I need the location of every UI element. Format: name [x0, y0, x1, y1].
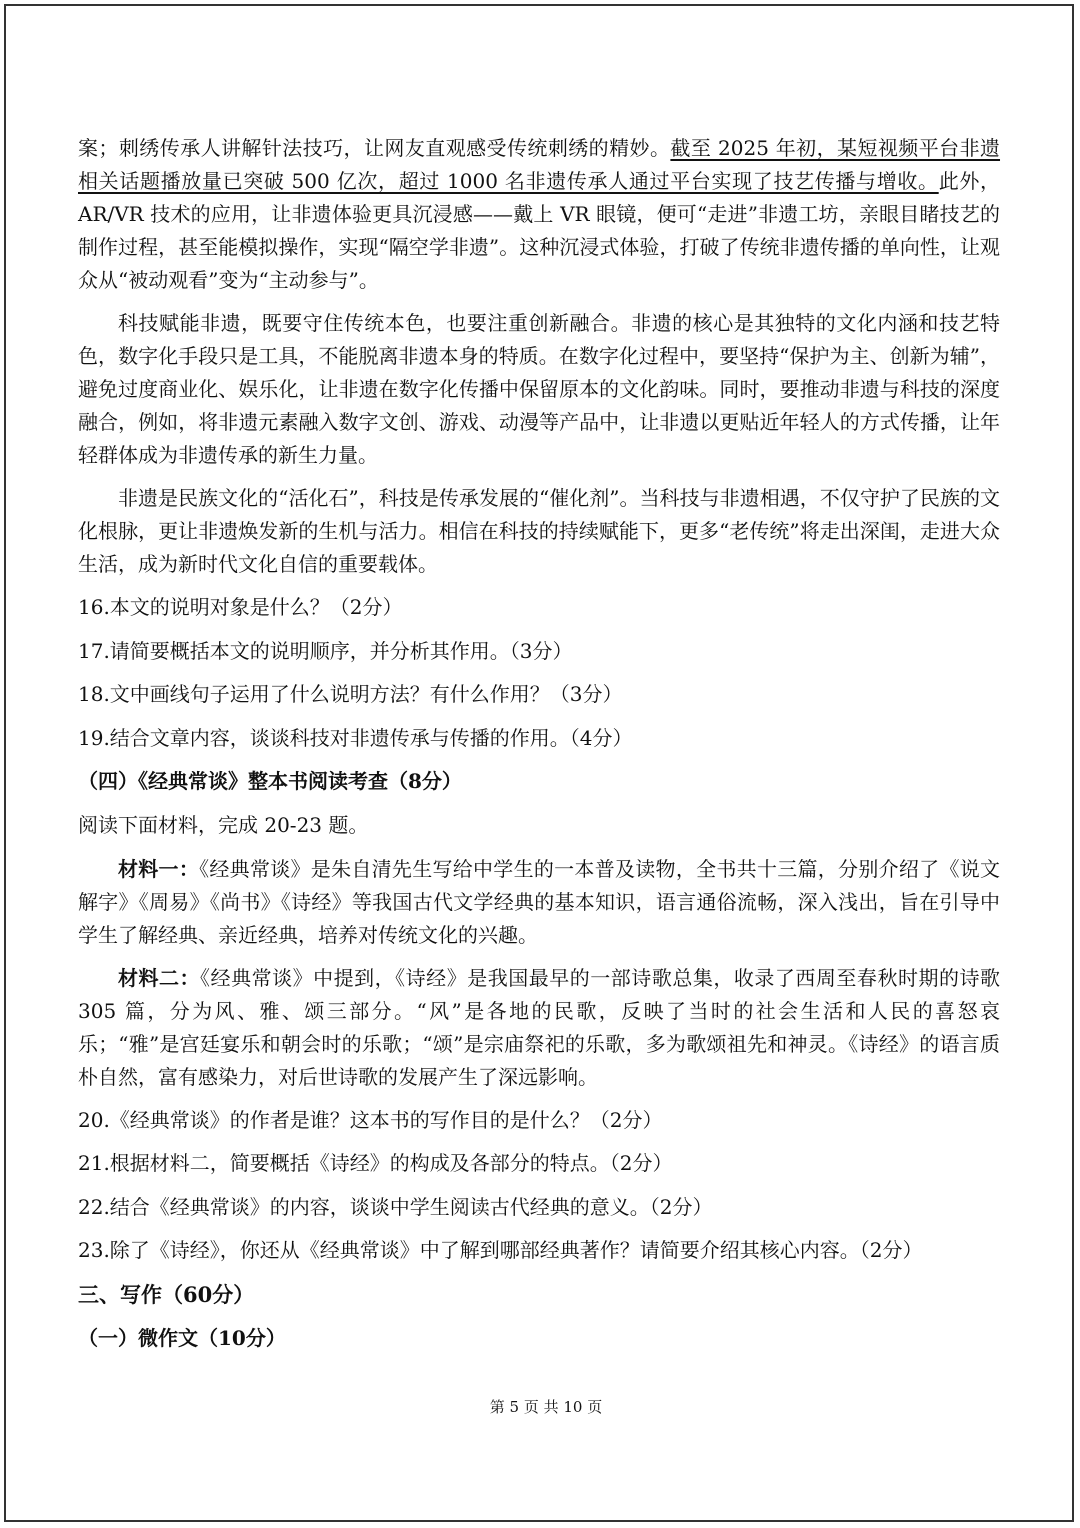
writing-heading: 三、写作（60分） [78, 1281, 255, 1307]
question-21: 21.根据材料二，简要概括《诗经》的构成及各部分的特点。（2分） [78, 1151, 673, 1176]
section-4-heading: （四）《经典常谈》整本书阅读考查（8分） [78, 769, 462, 794]
underlined-sentence: 截至 2025 年初，某短视频平台非遗相关话题播放量已突破 500 亿次，超过 1000 名非遗传承人通过平台实现了技艺传播与增收。 [78, 136, 1001, 193]
question-20: 20.《经典常谈》的作者是谁？这本书的写作目的是什么？（2分） [78, 1107, 663, 1132]
material-1-text: 《经典常谈》是朱自清先生写给中学生的一本普及读物，全书共十三篇，分别介绍了《说文解字》《周易》《尚书》《诗经》等我国古代文学经典的基本知识，语言通俗流畅，深入浅出，旨在引导中学生了解经典、亲近经典，培养对传统文化的兴趣。 [78, 856, 1001, 947]
passage-text: 案；刺绣传承人讲解针法技巧，让网友直观感受传统刺绣的精妙。 [78, 136, 671, 160]
material-1 [78, 853, 1000, 952]
passage-paragraph-3: 非遗是民族文化的“活化石”，科技是传承发展的“催化剂”。当科技与非遗相遇，不仅守护了民族的文化根脉，更让非遗焕发新的生机与活力。相信在科技的持续赋能下，更多“老传统”将走出深闺，走进大众生活，成为新时代文化自信的重要载体。 [78, 486, 1000, 576]
material-2-label: 材料二： [118, 965, 201, 990]
material-2-text: 《经典常谈》中提到，《诗经》是我国最早的一部诗歌总集，收录了西周至春秋时期的诗歌 305 篇，分为风、雅、颂三部分。“风”是各地的民歌，反映了当时的社会生活和人民的喜怒哀乐；“雅”是宫廷宴乐和朝会时的乐歌；“颂”是宗庙祭祀的乐歌，多为歌颂祖先和神灵。《诗经》的语言质朴自然，富有感染力，对后世诗歌的发展产生了深远影响。 [78, 965, 1000, 1089]
question-23: 23.除了《诗经》，你还从《经典常谈》中了解到哪部经典著作？请简要介绍其核心内容。（2分） [78, 1238, 923, 1263]
page-number: 第 5 页 共 10 页 [489, 1398, 603, 1416]
material-2 [78, 962, 1000, 1094]
passage-paragraph-1 [78, 132, 1000, 297]
question-19: 19.结合文章内容，谈谈科技对非遗传承与传播的作用。（4分） [78, 725, 633, 750]
material-1-label: 材料一： [118, 856, 200, 881]
exam-page [4, 4, 1074, 1522]
passage-paragraph-2: 科技赋能非遗，既要守住传统本色，也要注重创新融合。非遗的核心是其独特的文化内涵和技艺特色，数字化手段只是工具，不能脱离非遗本身的特质。在数字化过程中，要坚持“保护为主、创新为辅”，避免过度商业化、娱乐化，让非遗在数字化传播中保留原本的文化韵味。同时，要推动非遗与科技的深度融合，例如，将非遗元素融入数字文创、游戏、动漫等产品中，让非遗以更贴近年轻人的方式传播，让年轻群体成为非遗传承的新生力量。 [78, 311, 1000, 467]
question-18: 18.文中画线句子运用了什么说明方法？有什么作用？（3分） [78, 682, 623, 707]
passage-text: 此外，AR/VR 技术的应用，让非遗体验更具沉浸感——戴上 VR 眼镜，便可“走进”非遗工坊，亲眼目睹技艺的制作过程，甚至能模拟操作，实现“隔空学非遗”。这种沉浸式体验，打破了传统非遗传播的单向性，让观众从“被动观看”变为“主动参与”。 [78, 169, 1000, 292]
section-4-intro: 阅读下面材料，完成 20-23 题。 [78, 812, 369, 837]
question-16: 16.本文的说明对象是什么？（2分） [78, 595, 403, 619]
micro-essay-heading: （一）微作文（10分） [78, 1325, 286, 1350]
question-17: 17.请简要概括本文的说明顺序，并分析其作用。（3分） [78, 638, 573, 663]
page-content [78, 132, 1000, 1365]
question-22: 22.结合《经典常谈》的内容，谈谈中学生阅读古代经典的意义。（2分） [78, 1194, 713, 1219]
